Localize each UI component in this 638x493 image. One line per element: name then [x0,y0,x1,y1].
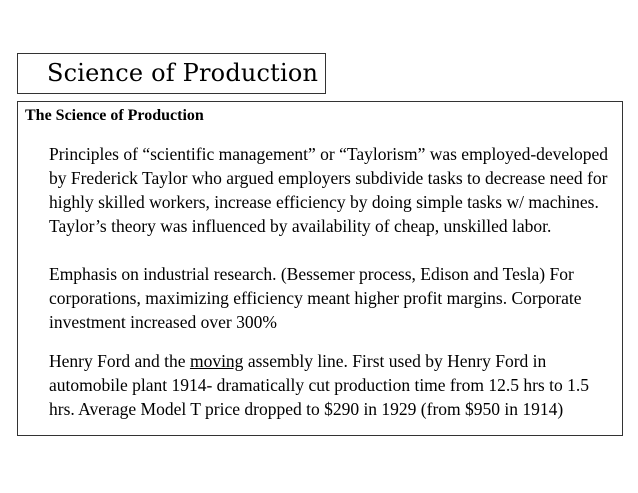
paragraph-industrial-research: Emphasis on industrial research. (Bessemer process, Edison and Tesla) For corporations, maximizing efficiency meant higher profit margins. Corporate investment increased over 300% [49,264,582,332]
paragraph-assembly-line [49,349,615,421]
underlined-word-moving: moving [189,351,244,371]
section-heading: The Science of Production [25,107,204,124]
paragraph-assembly-line-rest: assembly line. First used by Henry Ford in automobile plant 1914- dramatically cut production time from 12.5 hrs to 1.5 hrs. Average Model T price dropped to $290 in 1929 (from $950 in 1914) [49,351,589,419]
paragraph-taylorism: Principles of “scientific management” or “Taylorism” was employed-developed by Frederick Taylor who argued employers subdivide tasks to decrease need for highly skilled workers, increase efficiency by doing simple tasks w/ machines. Taylor’s theory was influenced by availability of cheap, unskilled labor. [49,144,609,236]
paragraph-assembly-line-start: Henry Ford and the [49,351,190,371]
content-box [17,101,623,436]
slide-title: Science of Production [17,53,326,94]
